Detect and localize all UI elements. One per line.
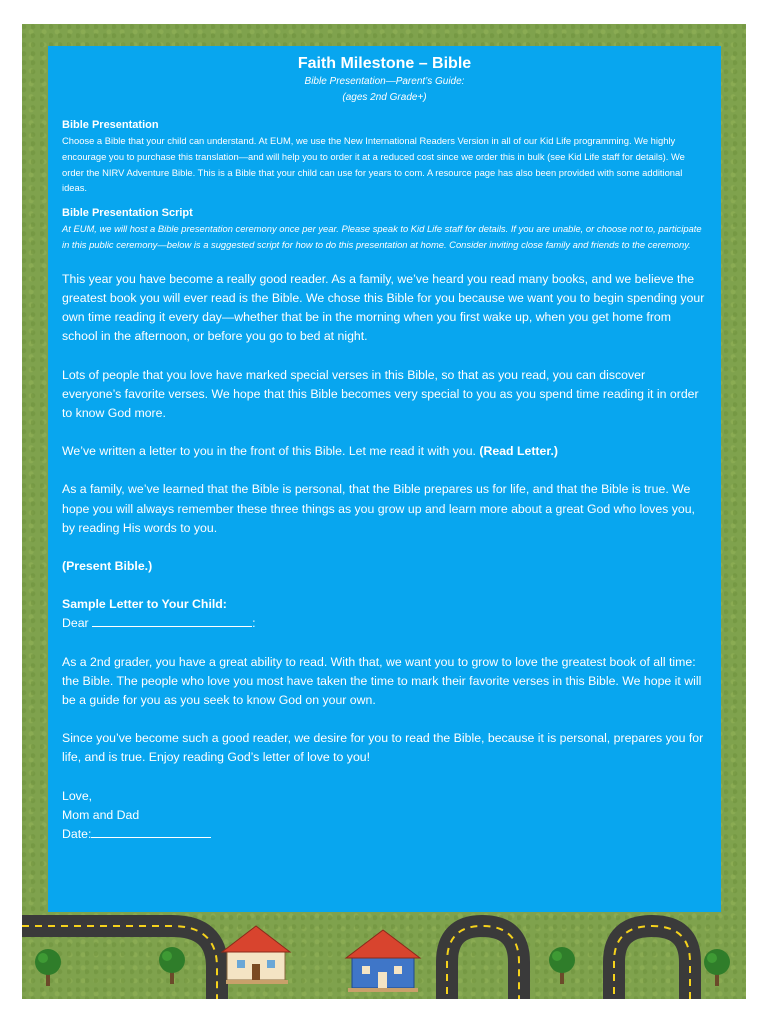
house-icon [222, 926, 290, 984]
town-scene-illustration [22, 912, 746, 999]
dear-label: Dear [62, 616, 93, 631]
present-bible-cue: (Present Bible.) [62, 559, 153, 574]
page-title: Faith Milestone – Bible [297, 55, 472, 72]
content-panel [48, 46, 721, 912]
tree-icon [159, 947, 185, 984]
letter-closing: Love, [62, 788, 93, 803]
script-paragraph-2: Lots of people that you love have marked special verses in this Bible, so that as you read, you can discover everyone’s favorite verses. We hope that this Bible becomes very special to you as you spend time reading it in order to know God more. [62, 367, 699, 420]
letter-paragraph-1: As a 2nd grader, you have a great ability to read. With that, we want you to grow to love the greatest book of all time: the Bible. The people who love you most have taken the time to mark their favorite verses in this Bible. We hope it will be a guide for you as you seek to know God on your own. [62, 654, 702, 708]
section-heading-script: Bible Presentation Script [62, 207, 193, 220]
letter-heading: Sample Letter to Your Child: [62, 597, 227, 612]
script-paragraph-3 [62, 442, 707, 461]
name-blank-line [92, 614, 252, 627]
script-paragraph-3-text: We’ve written a letter to you in the front of this Bible. Let me read it with you. [62, 444, 480, 459]
tree-icon [704, 949, 730, 986]
letter-paragraph-2: Since you’ve become such a good reader, we desire for you to read the Bible, because it is personal, prepares you for life, and is true. Enjoy reading God’s letter of love to you! [62, 731, 704, 765]
dear-colon: : [252, 616, 256, 631]
script-paragraph-4: As a family, we’ve learned that the Bible is personal, that the Bible prepares us for life, and that the Bible is true. We hope you will always remember these three things as you grow up and learn more about a great God who loves you, by reading His words to you. [62, 482, 695, 535]
tree-icon [35, 949, 61, 986]
letter-salutation [62, 614, 707, 633]
house-icon [346, 930, 420, 992]
section-heading-presentation: Bible Presentation [62, 119, 159, 131]
read-letter-cue: (Read Letter.) [479, 444, 558, 459]
subtitle-guide: Bible Presentation—Parent’s Guide: [304, 76, 465, 87]
date-blank-line [91, 825, 211, 838]
subtitle-ages: (ages 2nd Grade+) [342, 92, 427, 103]
section-body-presentation: Choose a Bible that your child can understand. At EUM, we use the New International Readers Version in all of our Kid Life programming. We highly encourage you to purchase this translation—and will help you to order it at a reduced cost since we order this in bulk (see Kid Life staff for details). We order the NIRV Adventure Bible. This is a Bible that your child can use for years to com. A resource page has also been provided with some additional ideas. [62, 135, 685, 194]
date-label: Date: [62, 827, 92, 842]
section-body-script: At EUM, we will host a Bible presentation ceremony once per year. Please speak to Kid Life staff for details. If you are unable, or choose not to, participate in this public ceremony—below is a suggested script for how to do this presentation at home. Consider inviting close family and friends to the ceremony. [62, 223, 702, 250]
letter-date [62, 825, 707, 844]
letter-signature: Mom and Dad [62, 807, 140, 822]
script-paragraph-1: This year you have become a really good reader. As a family, we’ve heard you read many books, and we believe the greatest book you will ever read is the Bible. We chose this Bible for you because we want you to begin spending your own time reading it every day—whether that be in the morning when you first wake up, when you get home from school in the afternoon, or before you go to bed at night. [62, 271, 705, 344]
tree-icon [549, 947, 575, 984]
